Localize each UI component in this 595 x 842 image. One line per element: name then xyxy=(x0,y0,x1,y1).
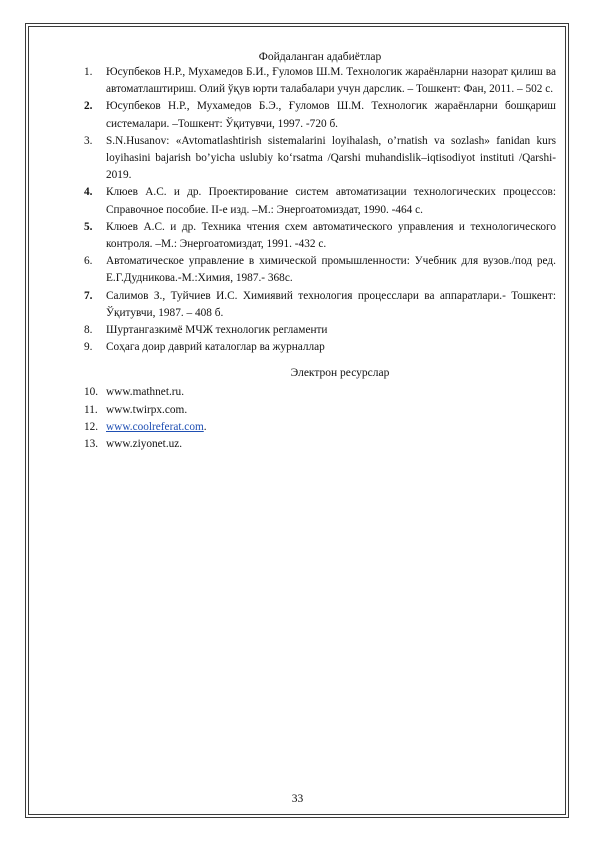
reference-number: 9. xyxy=(84,341,93,354)
resource-suffix: . xyxy=(203,420,207,433)
reference-text: Соҳага доир даврий каталоглар ва журналлар xyxy=(106,341,325,354)
electronic-resource-item xyxy=(84,419,556,436)
reference-item xyxy=(84,253,556,287)
reference-text: Шуртангазкимё МЧЖ технологик регламенти xyxy=(106,324,328,337)
resource-text: www.twirpx.com. xyxy=(106,403,188,416)
reference-item xyxy=(84,64,556,98)
reference-number: 5. xyxy=(84,220,93,233)
reference-item xyxy=(84,184,556,218)
references-heading: Фойдаланган адабиётлар xyxy=(258,51,382,63)
page-number: 33 xyxy=(291,793,304,805)
reference-text: Юсупбеков Н.Р., Мухамедов Б.Э., Ғуломов Ш.М. Технологик жараёнларни бошқариш системалари. –Тошкент: Ўқитувчи, 1997. -720 б. xyxy=(106,100,556,130)
page-content xyxy=(84,50,556,453)
reference-item xyxy=(84,133,556,185)
reference-item xyxy=(84,219,556,253)
reference-number: 11. xyxy=(84,403,98,416)
reference-list xyxy=(84,64,556,356)
electronic-resource-item xyxy=(84,436,556,453)
reference-number: 8. xyxy=(84,324,93,337)
reference-item xyxy=(84,339,556,356)
reference-number: 2. xyxy=(84,100,93,113)
reference-item xyxy=(84,288,556,322)
resource-link[interactable]: www.coolreferat.com xyxy=(106,420,204,433)
reference-text: Юсупбеков Н.Р., Мухамедов Б.И., Ғуломов Ш.М. Технологик жараёнларни назорат қилиш ва автоматлаштириш. Олий ўқув юрти талабалари учун дарслик. – Тошкент: Фан, 2011. – 502 с. xyxy=(106,66,556,96)
reference-number: 7. xyxy=(84,289,93,302)
reference-text: Клюев А.С. и др. Техника чтения схем автоматического управления и технологического контроля. –М.: Энергоатомиздат, 1991. -432 с. xyxy=(106,220,556,251)
electronic-resource-item xyxy=(84,384,556,401)
reference-number: 13. xyxy=(84,438,99,451)
electronic-resources-heading: Электрон ресурслар xyxy=(290,367,390,380)
reference-number: 3. xyxy=(84,134,93,147)
reference-number: 1. xyxy=(84,66,93,78)
reference-item xyxy=(84,322,556,339)
electronic-resource-list xyxy=(84,384,556,453)
reference-text: Клюев А.С. и др. Проектирование систем автоматизации технологических процессов: Справочное пособие. II-е изд. –М.: Энергоатомиздат, 1990. -464 с. xyxy=(106,186,556,216)
reference-item xyxy=(84,98,556,132)
reference-text: Салимов З., Туйчиев И.С. Химиявий технология процесслари ва аппаратлари.- Тошкент: Ўқитувчи, 1987. – 408 б. xyxy=(106,289,556,319)
reference-text: Автоматическое управление в химической промышленности: Учебник для вузов./под ред. Е.Г.Дудникова.-М.:Химия, 1987.- 368с. xyxy=(106,255,556,285)
resource-text: www.mathnet.ru. xyxy=(106,386,185,399)
reference-number: 6. xyxy=(84,255,93,268)
reference-text: S.N.Husanov: «Avtomatlashtirish sistemalarini loyihalash, o’rnatish va sozlash» fanidan kurs loyihasini bajarish bo’yicha uslubiy ko‘rsatma /Qarshi muhandislik–iqtisodiyot instituti /Qarshi-2019. xyxy=(106,134,556,182)
reference-number: 10. xyxy=(84,386,99,399)
reference-number: 12. xyxy=(84,420,99,433)
reference-number: 4. xyxy=(84,186,93,199)
resource-text: www.ziyonet.uz. xyxy=(106,438,183,451)
electronic-resource-item xyxy=(84,402,556,419)
